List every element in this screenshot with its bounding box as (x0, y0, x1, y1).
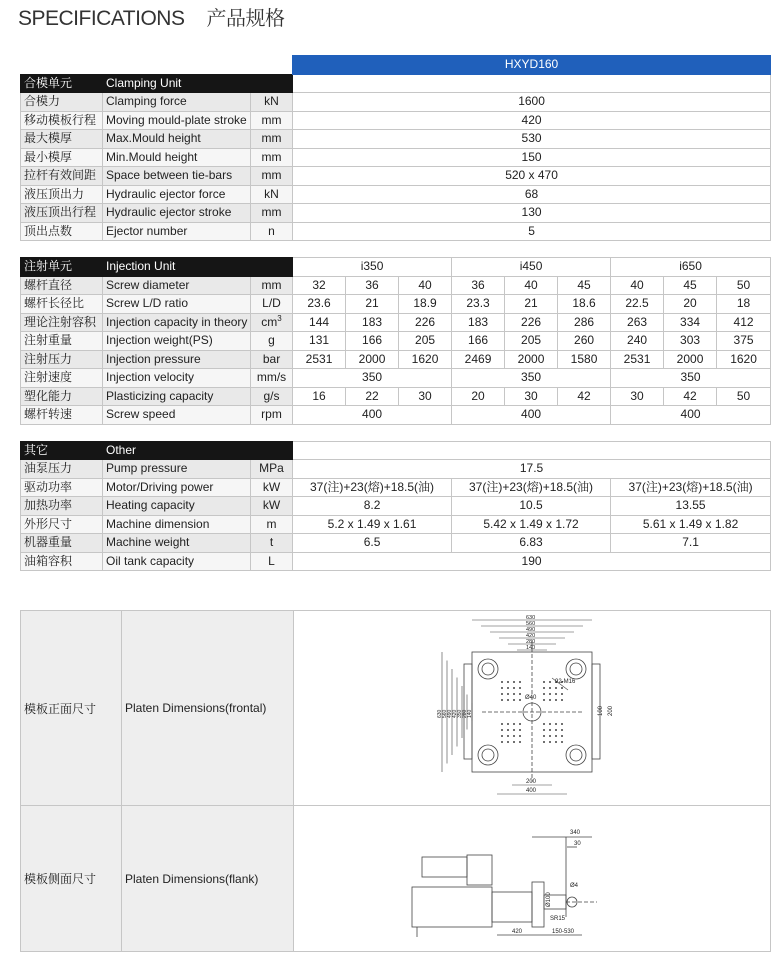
row-label-cn: 塑化能力 (21, 387, 103, 406)
row-label-cn: 螺杆直径 (21, 276, 103, 295)
flank-dim-4: SR15 (550, 916, 566, 922)
row-label-cn: 螺杆转速 (21, 406, 103, 425)
title-cn: 产品规格 (206, 8, 285, 30)
mounting-hole (549, 723, 551, 725)
row-unit: mm (251, 276, 293, 295)
row-label-en: Space between tie-bars (103, 167, 251, 186)
spec-value: 350 (293, 369, 452, 388)
spec-value: 20 (452, 387, 505, 406)
spec-value: 205 (399, 332, 452, 351)
mounting-hole (549, 699, 551, 701)
mounting-hole (549, 693, 551, 695)
spec-row (21, 515, 771, 534)
row-label-cn: 拉杆有效间距 (21, 167, 103, 186)
mounting-hole (507, 699, 509, 701)
dim-top-label: 420 (526, 632, 536, 639)
flank-dim-6: 150-530 (552, 929, 575, 935)
mounting-hole (501, 723, 503, 725)
spec-value: 303 (664, 332, 717, 351)
spec-value: 400 (293, 406, 452, 425)
mounting-hole (501, 735, 503, 737)
spec-value: 183 (452, 313, 505, 332)
spec-value: 375 (717, 332, 771, 351)
platen-frontal-cn: 模板正面尺寸 (21, 611, 122, 806)
spec-value: 18 (717, 295, 771, 314)
row-label-en: Screw diameter (103, 276, 251, 295)
mounting-hole (543, 723, 545, 725)
spec-value: 45 (664, 276, 717, 295)
section-en: Other (103, 441, 293, 460)
spec-value: 5.42 x 1.49 x 1.72 (452, 515, 611, 534)
row-label-cn: 理论注射容积 (21, 313, 103, 332)
spec-value: 18.6 (558, 295, 611, 314)
mounting-hole (513, 681, 515, 683)
mounting-hole (555, 693, 557, 695)
spec-row (21, 111, 771, 130)
row-unit: mm/s (251, 369, 293, 388)
row-label-en: Screw L/D ratio (103, 295, 251, 314)
dim-left-label: 560 (442, 709, 448, 718)
row-unit: mm (251, 148, 293, 167)
spec-value: 7.1 (611, 534, 771, 553)
row-unit: MPa (251, 460, 293, 479)
row-unit: kW (251, 497, 293, 516)
row-label-en: Pump pressure (103, 460, 251, 479)
row-label-cn: 注射压力 (21, 350, 103, 369)
section-en: Injection Unit (103, 258, 293, 277)
row-label-en: Injection weight(PS) (103, 332, 251, 351)
mounting-hole (561, 723, 563, 725)
platen-flank-drawing (294, 806, 771, 952)
spec-value: 6.5 (293, 534, 452, 553)
row-label-en: Hydraulic ejector stroke (103, 204, 251, 223)
mounting-hole (555, 735, 557, 737)
mounting-hole (513, 699, 515, 701)
spec-row (21, 406, 771, 425)
spec-value: 40 (611, 276, 664, 295)
mounting-hole (561, 687, 563, 689)
row-unit: mm (251, 204, 293, 223)
spec-value: 40 (505, 276, 558, 295)
row-label-cn: 最大模厚 (21, 130, 103, 149)
dim-right-0: 100 (598, 705, 604, 716)
mounting-hole (519, 735, 521, 737)
mounting-hole (519, 741, 521, 743)
mounting-hole (555, 729, 557, 731)
spec-row (21, 534, 771, 553)
spec-value: 13.55 (611, 497, 771, 516)
row-label-cn: 顶出点数 (21, 222, 103, 241)
row-label-en: Injection pressure (103, 350, 251, 369)
spec-value: 520 x 470 (293, 167, 771, 186)
mounting-hole (507, 687, 509, 689)
spec-value: 20 (664, 295, 717, 314)
dim-left-label: 140 (467, 709, 473, 718)
spec-row (21, 350, 771, 369)
spec-value: 183 (346, 313, 399, 332)
row-label-cn: 移动模板行程 (21, 111, 103, 130)
mounting-hole (501, 699, 503, 701)
platen-frontal-en: Platen Dimensions(frontal) (122, 611, 294, 806)
mounting-hole (507, 681, 509, 683)
spec-value: 8.2 (293, 497, 452, 516)
spec-row (21, 332, 771, 351)
row-label-en: Oil tank capacity (103, 552, 251, 571)
spec-value: 10.5 (452, 497, 611, 516)
row-unit: t (251, 534, 293, 553)
spec-value: 286 (558, 313, 611, 332)
spec-value: 400 (452, 406, 611, 425)
mounting-hole (561, 735, 563, 737)
row-label-en: Machine dimension (103, 515, 251, 534)
row-label-cn: 合模力 (21, 93, 103, 112)
dim-left-label: 350 (457, 709, 463, 718)
row-label-cn: 注射速度 (21, 369, 103, 388)
mounting-hole (543, 699, 545, 701)
platen-flank-en: Platen Dimensions(flank) (122, 806, 294, 952)
row-unit: m (251, 515, 293, 534)
spec-row (21, 369, 771, 388)
mounting-hole (543, 681, 545, 683)
spec-value: 21 (505, 295, 558, 314)
mounting-hole (549, 735, 551, 737)
mounting-hole (549, 729, 551, 731)
spec-value: 166 (346, 332, 399, 351)
spec-row (21, 148, 771, 167)
row-unit: kN (251, 93, 293, 112)
spec-value: 2531 (611, 350, 664, 369)
spec-value: 150 (293, 148, 771, 167)
spec-row (21, 222, 771, 241)
row-unit: mm (251, 111, 293, 130)
row-label-en: Motor/Driving power (103, 478, 251, 497)
spec-value: 5.61 x 1.49 x 1.82 (611, 515, 771, 534)
mounting-hole (543, 741, 545, 743)
spec-value: 32 (293, 276, 346, 295)
mounting-hole (501, 741, 503, 743)
flank-dim-5: 420 (512, 929, 523, 935)
platen-flank-cn: 模板侧面尺寸 (21, 806, 122, 952)
mounting-hole (549, 741, 551, 743)
row-label-cn: 最小模厚 (21, 148, 103, 167)
dim-left-label: 420 (452, 709, 458, 718)
row-label-cn: 油泵压力 (21, 460, 103, 479)
mounting-hole (519, 699, 521, 701)
mounting-hole (513, 687, 515, 689)
section-cn: 其它 (21, 441, 103, 460)
mounting-hole (549, 681, 551, 683)
title-en: SPECIFICATIONS (18, 7, 185, 30)
spec-value: 226 (505, 313, 558, 332)
dim-left-label: 630 (437, 709, 443, 718)
dim-top-label: 560 (526, 620, 536, 627)
screw-header: i350 (293, 258, 452, 277)
mounting-hole (507, 693, 509, 695)
mounting-hole (519, 687, 521, 689)
dim-bottom-1: 400 (526, 787, 537, 794)
screw-header: i650 (611, 258, 771, 277)
spec-row (21, 295, 771, 314)
spec-value: 21 (346, 295, 399, 314)
spec-row (21, 130, 771, 149)
flank-diagram (382, 807, 682, 947)
dim-top-label: 490 (526, 626, 536, 633)
spec-value: 50 (717, 387, 771, 406)
section-en: Clamping Unit (103, 74, 293, 93)
spec-value: 37(注)+23(熔)+18.5(油) (452, 478, 611, 497)
mounting-hole (501, 729, 503, 731)
spec-row (21, 387, 771, 406)
spec-value: 22.5 (611, 295, 664, 314)
mounting-hole (501, 681, 503, 683)
mounting-hole (507, 729, 509, 731)
spec-value: 260 (558, 332, 611, 351)
spec-value: 68 (293, 185, 771, 204)
mounting-hole (513, 693, 515, 695)
row-label-en: Plasticizing capacity (103, 387, 251, 406)
spec-value: 1580 (558, 350, 611, 369)
spec-value: 1600 (293, 93, 771, 112)
mounting-hole (555, 687, 557, 689)
row-unit: L/D (251, 295, 293, 314)
spec-value: 240 (611, 332, 664, 351)
mounting-hole (555, 699, 557, 701)
row-unit: n (251, 222, 293, 241)
mounting-hole (513, 741, 515, 743)
row-label-en: Machine weight (103, 534, 251, 553)
spec-value: 45 (558, 276, 611, 295)
dim-top-label: 280 (526, 638, 536, 645)
dim-bottom-0: 200 (526, 778, 537, 785)
spec-value: 5.2 x 1.49 x 1.61 (293, 515, 452, 534)
spec-value: 16 (293, 387, 346, 406)
spec-value: 2000 (346, 350, 399, 369)
spec-row (21, 460, 771, 479)
mounting-hole (543, 729, 545, 731)
mounting-hole (513, 723, 515, 725)
spec-value: 2000 (505, 350, 558, 369)
mounting-hole (543, 687, 545, 689)
row-label-en: Injection capacity in theory (103, 313, 251, 332)
row-label-cn: 螺杆长径比 (21, 295, 103, 314)
mounting-hole (501, 687, 503, 689)
spec-value: 190 (293, 552, 771, 571)
spec-value: 350 (611, 369, 771, 388)
spec-value: 2000 (664, 350, 717, 369)
spec-row (21, 313, 771, 332)
flank-dim-0: 340 (570, 830, 581, 836)
spec-value: 42 (664, 387, 717, 406)
spec-value: 6.83 (452, 534, 611, 553)
frontal-diagram (382, 612, 682, 802)
mounting-hole (555, 723, 557, 725)
row-unit: rpm (251, 406, 293, 425)
spec-value: 400 (611, 406, 771, 425)
dim-left-label: 490 (447, 709, 453, 718)
row-unit: mm (251, 167, 293, 186)
spec-value: 18.9 (399, 295, 452, 314)
row-unit: bar (251, 350, 293, 369)
mounting-hole (501, 693, 503, 695)
spec-value: 130 (293, 204, 771, 223)
platen-table (20, 610, 771, 952)
spec-value: 1620 (717, 350, 771, 369)
section-cn: 合模单元 (21, 74, 103, 93)
spec-row (21, 478, 771, 497)
mounting-hole (555, 741, 557, 743)
mounting-hole (507, 741, 509, 743)
mounting-hole (543, 693, 545, 695)
mounting-hole (549, 687, 551, 689)
spec-value: 30 (505, 387, 558, 406)
spec-table (20, 55, 771, 571)
spec-value: 23.6 (293, 295, 346, 314)
spec-value: 412 (717, 313, 771, 332)
model-header: HXYD160 (293, 56, 771, 75)
page-title (18, 2, 284, 31)
platen-frontal-drawing (294, 611, 771, 806)
mounting-hole (561, 729, 563, 731)
row-unit: kN (251, 185, 293, 204)
dim-right-1: 200 (608, 705, 614, 716)
row-label-cn: 注射重量 (21, 332, 103, 351)
mounting-hole (519, 681, 521, 683)
spec-value: 530 (293, 130, 771, 149)
row-label-en: Heating capacity (103, 497, 251, 516)
spec-value: 5 (293, 222, 771, 241)
spec-value: 23.3 (452, 295, 505, 314)
flank-dim-3: Ø100 (546, 892, 552, 907)
row-unit: g (251, 332, 293, 351)
dim-left-label: 280 (462, 709, 468, 718)
spec-value: 131 (293, 332, 346, 351)
mounting-hole (513, 729, 515, 731)
row-unit: mm (251, 130, 293, 149)
row-label-en: Max.Mould height (103, 130, 251, 149)
row-label-cn: 加热功率 (21, 497, 103, 516)
mounting-hole (507, 723, 509, 725)
spec-value: 50 (717, 276, 771, 295)
section-cn: 注射单元 (21, 258, 103, 277)
row-label-en: Ejector number (103, 222, 251, 241)
spec-value: 36 (452, 276, 505, 295)
row-label-en: Injection velocity (103, 369, 251, 388)
spec-value: 205 (505, 332, 558, 351)
spec-value: 334 (664, 313, 717, 332)
spec-row (21, 552, 771, 571)
flank-dim-2: Ø4 (570, 883, 579, 889)
spec-value: 36 (346, 276, 399, 295)
row-unit: g/s (251, 387, 293, 406)
mounting-hole (513, 735, 515, 737)
row-unit: kW (251, 478, 293, 497)
mounting-hole (519, 723, 521, 725)
screw-header: i450 (452, 258, 611, 277)
spec-value: 350 (452, 369, 611, 388)
row-label-en: Clamping force (103, 93, 251, 112)
mounting-hole (519, 693, 521, 695)
spec-row (21, 497, 771, 516)
spec-value: 2531 (293, 350, 346, 369)
spec-row (21, 204, 771, 223)
hole-label: 92-M16 (555, 678, 576, 685)
mounting-hole (561, 699, 563, 701)
row-label-cn: 液压顶出力 (21, 185, 103, 204)
spec-value: 2469 (452, 350, 505, 369)
spec-value: 166 (452, 332, 505, 351)
row-label-en: Moving mould-plate stroke (103, 111, 251, 130)
row-label-cn: 液压顶出行程 (21, 204, 103, 223)
spec-row (21, 185, 771, 204)
row-label-cn: 机器重量 (21, 534, 103, 553)
spec-value: 263 (611, 313, 664, 332)
row-unit: L (251, 552, 293, 571)
spec-row (21, 276, 771, 295)
dim-top-label: 140 (526, 644, 536, 651)
spec-value: 1620 (399, 350, 452, 369)
spec-value: 37(注)+23(熔)+18.5(油) (293, 478, 452, 497)
mounting-hole (507, 735, 509, 737)
spec-value: 226 (399, 313, 452, 332)
spec-value: 420 (293, 111, 771, 130)
spec-row (21, 167, 771, 186)
mounting-hole (543, 735, 545, 737)
row-unit: $cm^3$ (251, 313, 293, 332)
row-label-cn: 油箱容积 (21, 552, 103, 571)
flank-dim-1: 30 (574, 841, 581, 847)
spec-value: 22 (346, 387, 399, 406)
spec-value: 17.5 (293, 460, 771, 479)
spec-value: 40 (399, 276, 452, 295)
mounting-hole (561, 741, 563, 743)
spec-row (21, 93, 771, 112)
row-label-cn: 外形尺寸 (21, 515, 103, 534)
row-label-en: Min.Mould height (103, 148, 251, 167)
spec-value: 30 (611, 387, 664, 406)
mounting-hole (519, 729, 521, 731)
spec-value: 42 (558, 387, 611, 406)
row-label-en: Screw speed (103, 406, 251, 425)
center-label: Ø40 (525, 694, 537, 701)
dim-top-label: 630 (526, 614, 536, 621)
spec-value: 144 (293, 313, 346, 332)
row-label-en: Hydraulic ejector force (103, 185, 251, 204)
spec-value: 30 (399, 387, 452, 406)
mounting-hole (561, 693, 563, 695)
spec-value: 37(注)+23(熔)+18.5(油) (611, 478, 771, 497)
row-label-cn: 驱动功率 (21, 478, 103, 497)
